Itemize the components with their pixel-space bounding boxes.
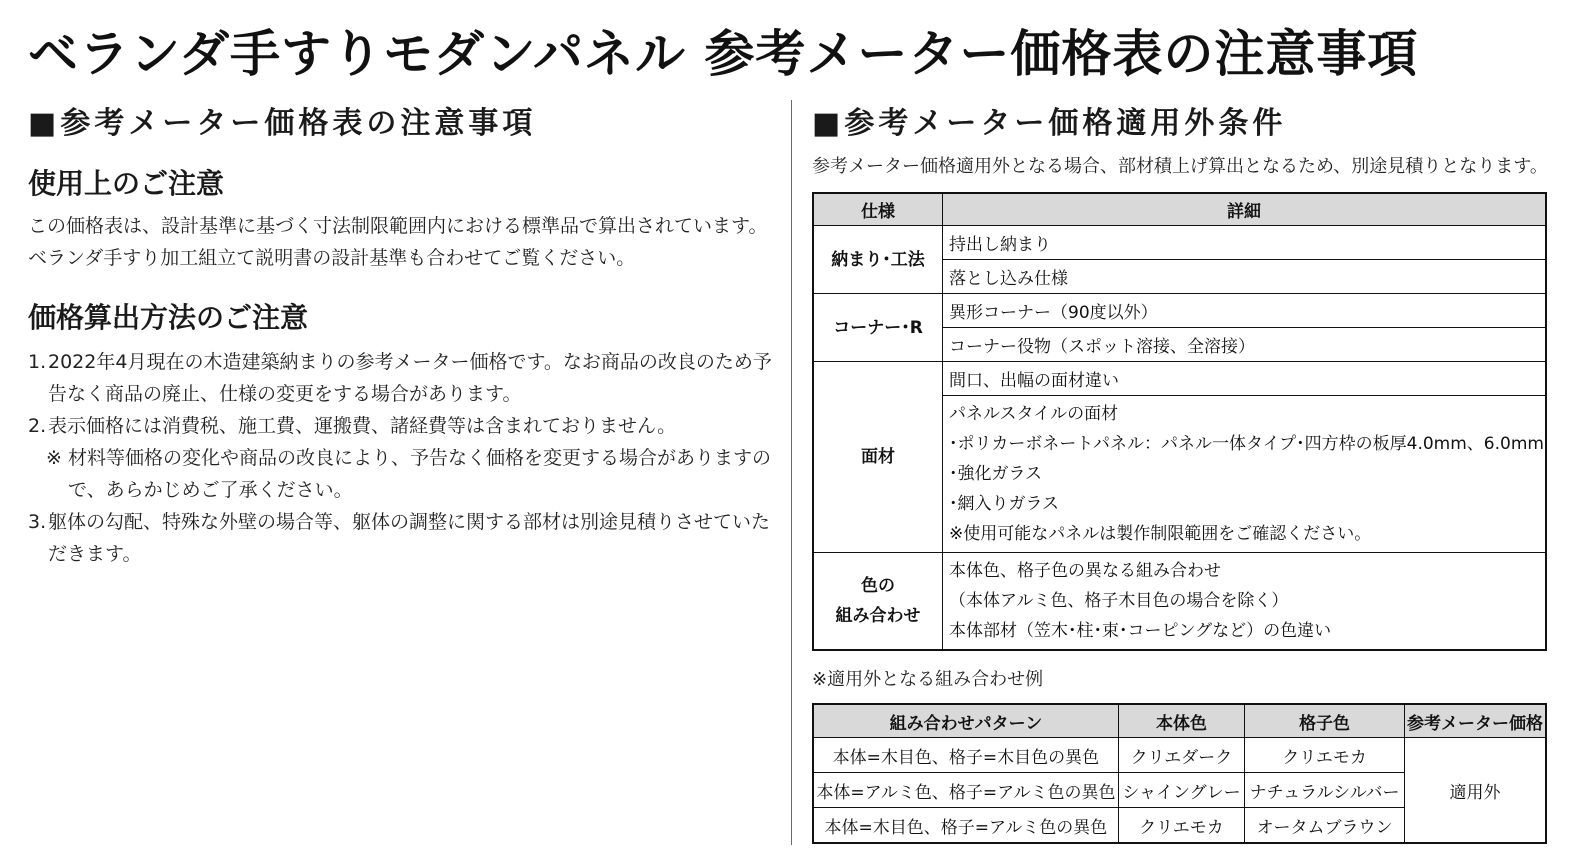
list-item-number: 2. — [28, 415, 47, 437]
column-header: 格子色 — [1245, 704, 1405, 738]
detail-cell: コーナー役物（スポット溶接、全溶接） — [943, 328, 1547, 362]
detail-line: パネルスタイルの面材 — [949, 404, 1119, 424]
pricing-list — [28, 346, 776, 570]
detail-cell: 落とし込み仕様 — [943, 260, 1547, 294]
lattice-color-cell: クリエモカ — [1245, 738, 1405, 773]
category-cell: 面材 — [813, 362, 943, 553]
right-heading-text: 参考メーター価格適用外条件 — [844, 106, 1287, 141]
detail-line: （本体アルミ色、格子木目色の場合を除く） — [949, 591, 1289, 611]
pricing-title: 価格算出方法のご注意 — [28, 301, 309, 334]
right-column — [812, 98, 1552, 844]
detail-cell: 持出し納まり — [943, 226, 1547, 260]
column-header: 詳細 — [943, 193, 1547, 226]
combo-note: ※適用外となる組み合わせ例 — [812, 669, 1044, 690]
body-color-cell: クリエダーク — [1118, 738, 1244, 773]
column-header: 本体色 — [1118, 704, 1244, 738]
column-divider — [791, 100, 792, 845]
column-header: 組み合わせパターン — [813, 704, 1118, 738]
table-row — [813, 553, 1546, 651]
heading-square-icon: ■ — [28, 106, 61, 141]
list-item — [28, 346, 776, 410]
pattern-cell: 本体=木目色、格子=木目色の異色 — [813, 738, 1118, 773]
list-item — [28, 410, 776, 442]
detail-line: ･ポリカーボネートパネル：パネル一体タイプ･四方枠の板厚4.0mm、6.0mm — [949, 434, 1544, 454]
spec-table — [812, 192, 1547, 651]
list-note — [28, 442, 776, 506]
right-section-heading — [812, 98, 1552, 142]
combo-table — [812, 703, 1547, 844]
lattice-color-cell: ナチュラルシルバー — [1245, 773, 1405, 808]
lead-text: 参考メーター価格適用外となる場合、部材積上げ算出となるため、別途見積りとなります。 — [812, 156, 1548, 177]
body-color-cell: シャイングレー — [1118, 773, 1244, 808]
price-cell: 適用外 — [1405, 738, 1547, 844]
table-header-row — [813, 193, 1546, 226]
category-cell: 納まり･工法 — [813, 226, 943, 294]
category-cell — [813, 553, 943, 651]
detail-line: 本体部材（笠木･柱･束･コーピングなど）の色違い — [949, 621, 1332, 641]
note-mark: ※ — [46, 447, 62, 469]
table-row — [813, 226, 1546, 260]
column-header: 参考メーター価格 — [1405, 704, 1547, 738]
detail-cell — [943, 553, 1547, 651]
detail-line: 本体色、格子色の異なる組み合わせ — [949, 561, 1221, 581]
lattice-color-cell: オータムブラウン — [1245, 808, 1405, 844]
list-item — [28, 506, 776, 570]
heading-square-icon: ■ — [812, 106, 845, 141]
list-item-text: 表示価格には消費税、施工費、運搬費、諸経費等は含まれておりません。 — [48, 415, 677, 437]
table-header-row — [813, 704, 1546, 738]
column-header: 仕様 — [813, 193, 943, 226]
detail-line: ※使用可能なパネルは製作制限範囲をご確認ください。 — [949, 524, 1372, 544]
category-line: 組み合わせ — [835, 606, 921, 626]
detail-line: ･強化ガラス — [949, 464, 1042, 484]
list-item-number: 1. — [28, 351, 47, 373]
usage-text: この価格表は、設計基準に基づく寸法制限範囲内における標準品で算出されています。ベランダ手すり加工組立て説明書の設計基準も合わせてご覧ください。 — [28, 215, 768, 269]
category-line: 色の — [861, 576, 895, 596]
list-item-number: 3. — [28, 511, 47, 533]
left-column — [28, 98, 776, 570]
table-row — [813, 362, 1546, 396]
pattern-cell: 本体=アルミ色、格子=アルミ色の異色 — [813, 773, 1118, 808]
body-color-cell: クリエモカ — [1118, 808, 1244, 844]
list-note-text: 材料等価格の変化や商品の改良により、予告なく価格を変更する場合がありますので、あらかじめご了承ください。 — [68, 447, 772, 501]
page-title: ベランダ手すりモダンパネル 参考メーター価格表の注意事項 — [28, 25, 1419, 83]
detail-line: ･網入りガラス — [949, 494, 1059, 514]
detail-cell: 異形コーナー（90度以外） — [943, 294, 1547, 328]
category-cell: コーナー･R — [813, 294, 943, 362]
table-row — [813, 738, 1546, 773]
left-section-heading — [28, 98, 776, 142]
left-heading-text: 参考メーター価格表の注意事項 — [60, 106, 537, 141]
usage-title: 使用上のご注意 — [28, 167, 225, 200]
pattern-cell: 本体=木目色、格子=アルミ色の異色 — [813, 808, 1118, 844]
list-item-text: 2022年4月現在の木造建築納まりの参考メーター価格です。なお商品の改良のため予告なく商品の廃止、仕様の変更をする場合があります。 — [48, 351, 772, 405]
table-row — [813, 294, 1546, 328]
detail-cell: 間口、出幅の面材違い — [943, 362, 1547, 396]
list-item-text: 躯体の勾配、特殊な外壁の場合等、躯体の調整に関する部材は別途見積りさせていただきます。 — [48, 511, 771, 565]
detail-cell — [943, 396, 1547, 553]
